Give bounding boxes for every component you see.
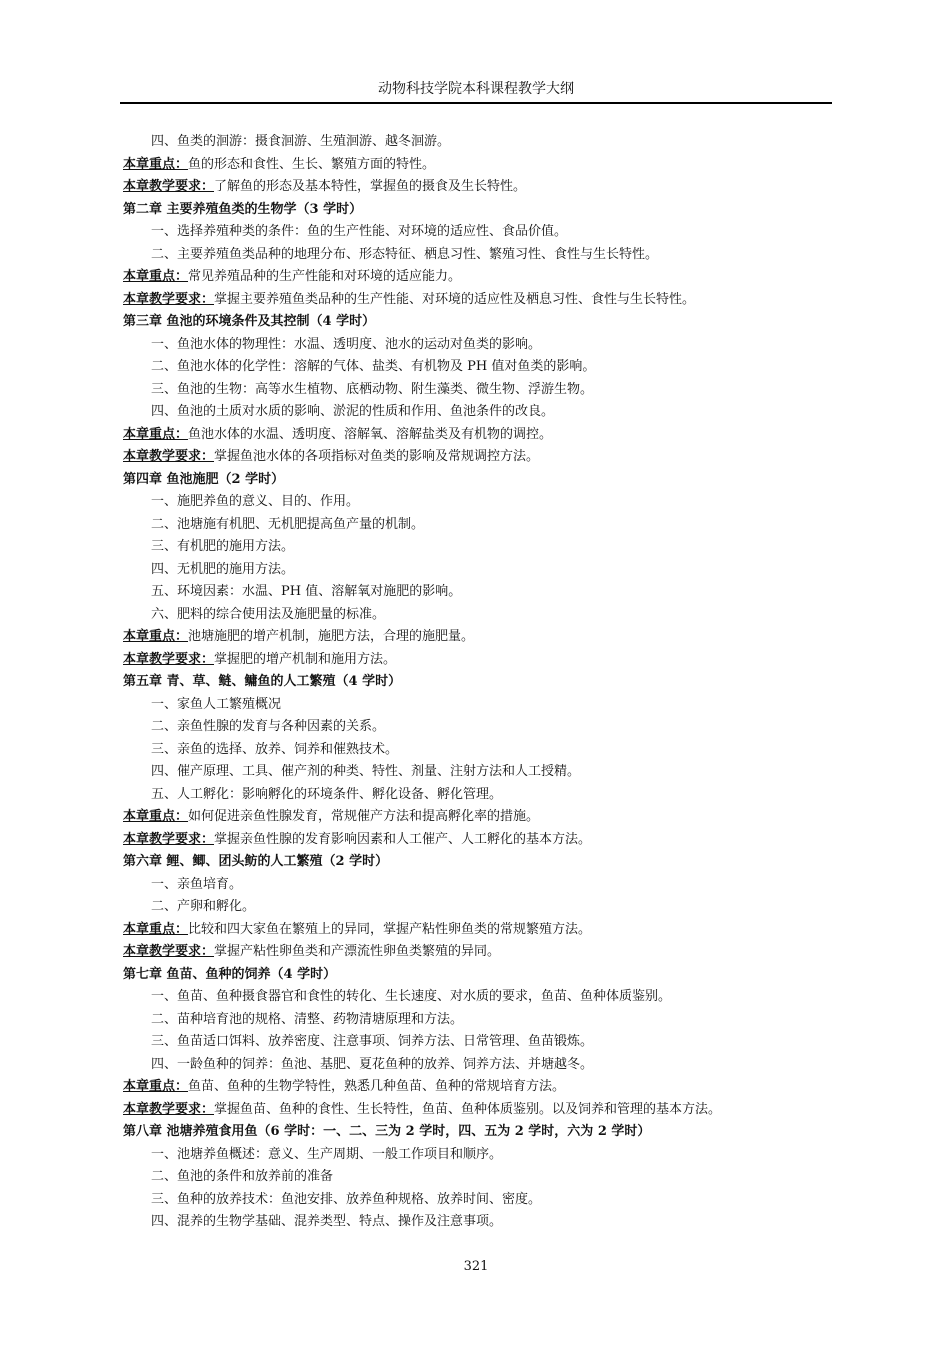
- chapter-note: [123, 176, 823, 199]
- document-body: [123, 131, 823, 1234]
- header-rule: [120, 102, 832, 104]
- chapter-note: [123, 649, 823, 672]
- note-text: 了解鱼的形态及基本特性，掌握鱼的摄食及生长特性。: [214, 179, 527, 194]
- outline-item: 二、主要养殖鱼类品种的地理分布、形态特征、栖息习性、繁殖习性、食性与生长特性。: [151, 246, 659, 262]
- chapter-heading: 第八章 池塘养殖食用鱼（6 学时：一、二、三为 2 学时，四、五为 2 学时，六为 2 学时）: [123, 1124, 651, 1139]
- chapter-note: [123, 919, 823, 942]
- outline-item: 一、鱼苗、鱼种摄食器官和食性的转化、生长速度、对水质的要求，鱼苗、鱼种体质鉴别。: [151, 989, 672, 1004]
- chapter-heading: 第七章 鱼苗、鱼种的饲养（4 学时）: [123, 966, 337, 982]
- chapter-heading: 第二章 主要养殖鱼类的生物学（3 学时）: [123, 201, 363, 217]
- note-label: 本章教学要求：: [123, 1101, 215, 1117]
- outline-item: 三、鱼苗适口饵料、放养密度、注意事项、饲养方法、日常管理、鱼苗锻炼。: [151, 1034, 594, 1049]
- outline-item: 一、亲鱼培育。: [151, 876, 243, 892]
- note-text: 掌握肥的增产机制和施用方法。: [214, 651, 397, 667]
- note-label: 本章教学要求：: [123, 831, 215, 847]
- chapter-note: [123, 1099, 823, 1122]
- outline-item: 一、池塘养鱼概述：意义、生产周期、一般工作项目和顺序。: [151, 1146, 503, 1162]
- note-label: 本章教学要求：: [123, 449, 215, 464]
- note-label: 本章重点：: [123, 629, 189, 644]
- note-text: 掌握鱼苗、鱼种的食性、生长特性，鱼苗、鱼种体质鉴别。以及饲养和管理的基本方法。: [214, 1101, 722, 1117]
- chapter-heading: 第四章 鱼池施肥（2 学时）: [123, 471, 285, 487]
- outline-item: 五、环境因素：水温、PH 值、溶解氧对施肥的影响。: [151, 584, 462, 599]
- note-label: 本章教学要求：: [123, 179, 215, 194]
- outline-item: 三、鱼池的生物：高等水生植物、底栖动物、附生藻类、微生物、浮游生物。: [151, 381, 594, 397]
- note-text: 鱼池水体的水温、透明度、溶解氧、溶解盐类及有机物的调控。: [188, 426, 553, 442]
- chapter-note: [123, 289, 823, 312]
- note-label: 本章重点：: [123, 809, 189, 824]
- note-text: 池塘施肥的增产机制，施肥方法，合理的施肥量。: [188, 629, 475, 644]
- chapter-note: [123, 806, 823, 829]
- chapter-note: [123, 154, 823, 177]
- note-label: 本章重点：: [123, 921, 189, 937]
- note-text: 掌握主要养殖鱼类品种的生产性能、对环境的适应性及栖息习性、食性与生长特性。: [214, 291, 696, 307]
- outline-item: 四、鱼池的土质对水质的影响、淤泥的性质和作用、鱼池条件的改良。: [151, 404, 555, 419]
- note-text: 比较和四大家鱼在繁殖上的异同，掌握产粘性卵鱼类的常规繁殖方法。: [188, 921, 592, 937]
- note-text: 鱼的形态和食性、生长、繁殖方面的特性。: [188, 156, 436, 172]
- outline-item: 一、家鱼人工繁殖概况: [151, 696, 282, 712]
- outline-item: 二、亲鱼性腺的发育与各种因素的关系。: [151, 719, 386, 734]
- outline-item: 六、肥料的综合使用法及施肥量的标准。: [151, 606, 386, 622]
- outline-item: 一、鱼池水体的物理性：水温、透明度、池水的运动对鱼类的影响。: [151, 336, 542, 352]
- chapter-heading: 第六章 鲤、鲫、团头鲂的人工繁殖（2 学时）: [123, 854, 389, 869]
- note-label: 本章教学要求：: [123, 651, 215, 667]
- outline-item: 四、无机肥的施用方法。: [151, 561, 295, 577]
- note-text: 如何促进亲鱼性腺发育，常规催产方法和提高孵化率的措施。: [188, 809, 540, 824]
- note-text: 掌握亲鱼性腺的发育影响因素和人工催产、人工孵化的基本方法。: [214, 831, 592, 847]
- note-text: 掌握鱼池水体的各项指标对鱼类的影响及常规调控方法。: [214, 449, 540, 464]
- chapter-note: [123, 829, 823, 852]
- chapter-note: [123, 626, 823, 649]
- chapter-note: [123, 446, 823, 469]
- outline-item: 三、鱼种的放养技术：鱼池安排、放养鱼种规格、放养时间、密度。: [151, 1191, 542, 1207]
- outline-item: 二、鱼池水体的化学性：溶解的气体、盐类、有机物及 PH 值对鱼类的影响。: [151, 359, 596, 374]
- note-text: 鱼苗、鱼种的生物学特性，熟悉几种鱼苗、鱼种的常规培育方法。: [188, 1079, 566, 1094]
- outline-item: 四、催产原理、工具、催产剂的种类、特性、剂量、注射方法和人工授精。: [151, 764, 581, 779]
- note-label: 本章重点：: [123, 1079, 189, 1094]
- page-header-title: 动物科技学院本科课程教学大纲: [378, 81, 574, 97]
- outline-item: 一、施肥养鱼的意义、目的、作用。: [151, 494, 360, 509]
- note-label: 本章教学要求：: [123, 291, 215, 307]
- chapter-note: [123, 424, 823, 447]
- outline-item: 三、有机肥的施用方法。: [151, 539, 295, 554]
- outline-item: 一、选择养殖种类的条件：鱼的生产性能、对环境的适应性、食品价值。: [151, 224, 568, 239]
- chapter-heading: 第五章 青、草、鲢、鳙鱼的人工繁殖（4 学时）: [123, 674, 402, 689]
- note-label: 本章教学要求：: [123, 944, 215, 959]
- outline-item: 五、人工孵化：影响孵化的环境条件、孵化设备、孵化管理。: [151, 786, 503, 802]
- chapter-heading: 第三章 鱼池的环境条件及其控制（4 学时）: [123, 314, 376, 329]
- note-text: 掌握产粘性卵鱼类和产漂流性卵鱼类繁殖的异同。: [214, 944, 501, 959]
- outline-item: 二、池塘施有机肥、无机肥提高鱼产量的机制。: [151, 516, 425, 532]
- note-label: 本章重点：: [123, 156, 189, 172]
- outline-item: 四、鱼类的洄游：摄食洄游、生殖洄游、越冬洄游。: [151, 134, 451, 149]
- note-label: 本章重点：: [123, 426, 189, 442]
- note-label: 本章重点：: [123, 269, 189, 284]
- chapter-note: [123, 266, 823, 289]
- note-text: 常见养殖品种的生产性能和对环境的适应能力。: [188, 269, 462, 284]
- page-number: 321: [463, 1259, 489, 1274]
- outline-item: 二、鱼池的条件和放养前的准备: [151, 1169, 334, 1184]
- outline-item: 二、苗种培育池的规格、清整、药物清塘原理和方法。: [151, 1011, 464, 1027]
- outline-item: 二、产卵和孵化。: [151, 899, 256, 914]
- outline-item: 四、一龄鱼种的饲养：鱼池、基肥、夏花鱼种的放养、饲养方法、并塘越冬。: [151, 1056, 594, 1072]
- chapter-note: [123, 941, 823, 964]
- outline-item: 四、混养的生物学基础、混养类型、特点、操作及注意事项。: [151, 1214, 503, 1229]
- outline-item: 三、亲鱼的选择、放养、饲养和催熟技术。: [151, 741, 399, 757]
- chapter-note: [123, 1076, 823, 1099]
